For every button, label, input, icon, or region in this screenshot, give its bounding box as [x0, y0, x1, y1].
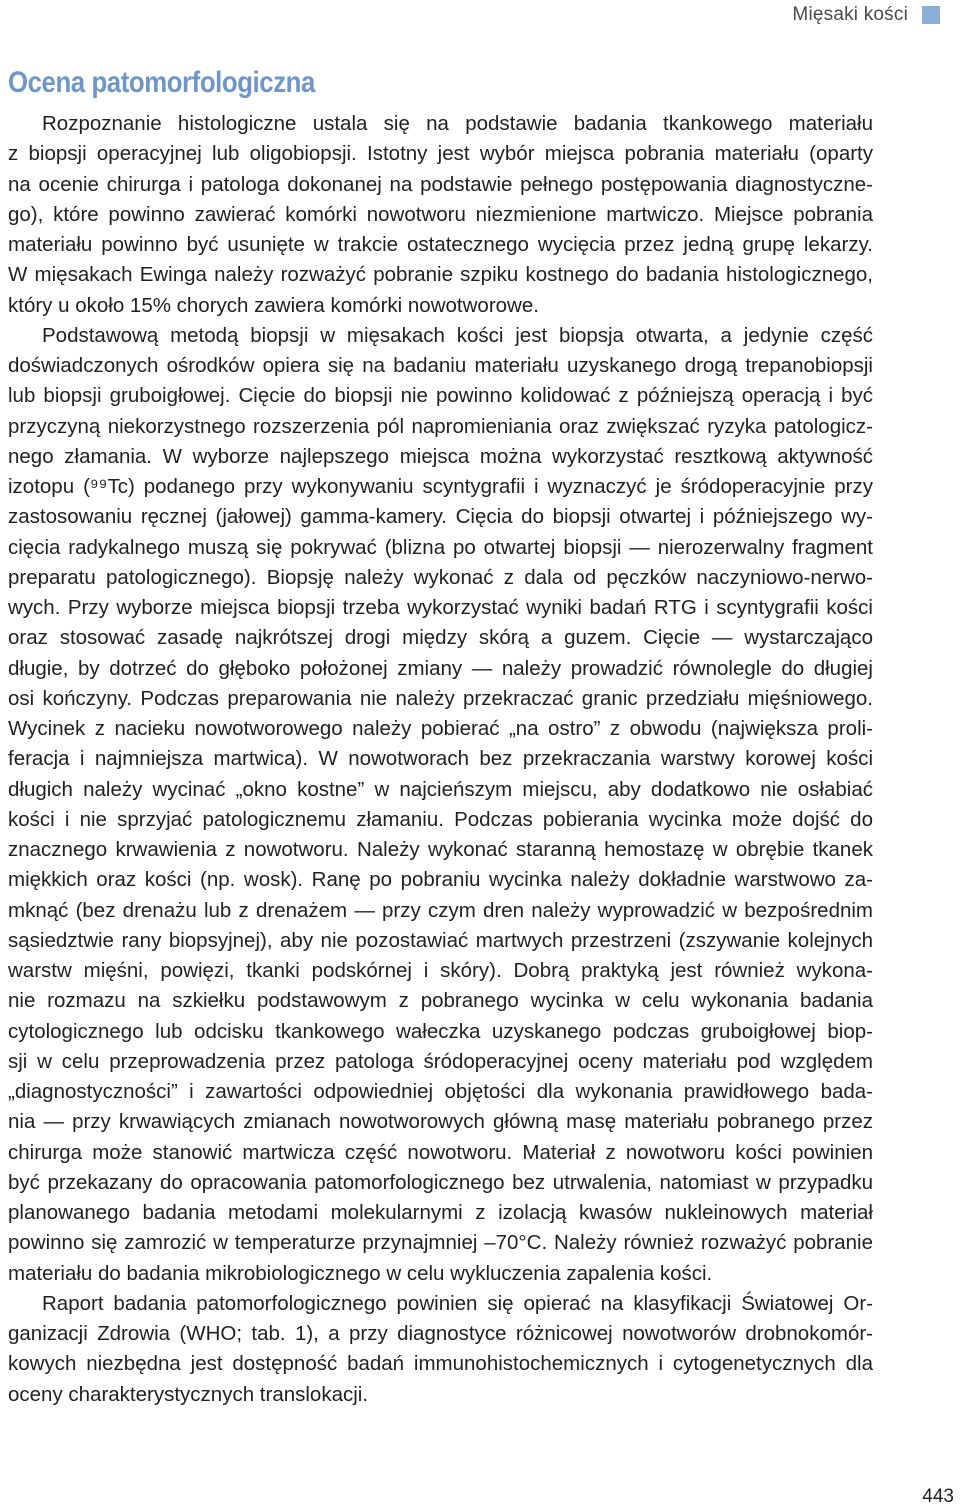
text-line: W mięsakach Ewinga należy rozważyć pobranie szpiku kostnego do badania histologicznego,: [8, 263, 873, 287]
header-color-square: [922, 6, 940, 24]
text-line: cytologicznego lub odcisku tkankowego wałeczka uzyskanego podczas gruboigłowej biop-: [8, 1019, 873, 1043]
text-line: zastosowaniu ręcznej (jałowej) gamma-kamery. Cięcia do biopsji otwartej i późniejszego wy-: [8, 505, 873, 529]
section-heading: Ocena patomorfologiczna: [8, 66, 315, 99]
text-line: długie, by dotrzeć do głęboko położonej zmiany — należy prowadzić równolegle do długiej: [8, 656, 873, 680]
text-line: miękkich oraz kości (np. wosk). Ranę po pobraniu wycinka należy dokładnie warstwowo za-: [8, 868, 873, 892]
text-line: go), które powinno zawierać komórki nowotworu niezmienione martwiczo. Miejsce pobrania: [8, 202, 873, 226]
text-line: powinno się zamrozić w temperaturze przynajmniej –70°C. Należy również rozważyć pobranie: [8, 1231, 873, 1255]
text-line: Rozpoznanie histologiczne ustala się na podstawie badania tkankowego materiału: [42, 112, 873, 135]
text-line: oceny charakterystycznych translokacji.: [8, 1382, 369, 1406]
text-line: być przekazany do opracowania patomorfologicznego bez utrwalenia, natomiast w przypadku: [8, 1170, 873, 1194]
text-line: kości i nie sprzyjać patologicznemu złamaniu. Podczas pobierania wycinka może dojść do: [8, 807, 873, 831]
text-line: izotopu (⁹⁹Tc) podanego przy wykonywaniu scyntygrafii i wyznaczyć je śródoperacyjnie przy: [8, 475, 873, 498]
text-line: cięcia radykalnego muszą się pokrywać (blizna po otwartej biopsji — nierozerwalny fragment: [8, 535, 873, 559]
paragraph-2: [8, 321, 873, 1289]
text-line: mknąć (bez drenażu lub z drenażem — przy czym dren należy wyprowadzić w bezpośrednim: [8, 898, 873, 922]
text-line: planowanego badania metodami molekularnymi z izolacją kwasów nukleinowych materiał: [8, 1201, 873, 1224]
paragraph-3: [8, 1289, 873, 1410]
text-line: osi kończyny. Podczas preparowania nie należy przekraczać granic przedziału mięśniowego.: [8, 686, 873, 710]
text-line: Podstawową metodą biopsji w mięsakach kości jest biopsja otwarta, a jedynie część: [42, 323, 873, 347]
text-line: feracja i najmniejsza martwica). W nowotworach bez przekraczania warstwy korowej kości: [8, 747, 873, 771]
text-line: ganizacji Zdrowia (WHO; tab. 1), a przy diagnostyce różnicowej nowotworów drobnokomór-: [8, 1322, 873, 1345]
text-line: przyczyną niekorzystnego rozszerzenia pól napromieniania oraz zwiększać ryzyka patologicz-: [8, 414, 873, 438]
running-header: [792, 4, 940, 26]
body-text: [8, 109, 873, 1410]
running-header-title: Mięsaki kości: [792, 4, 908, 25]
text-line: który u około 15% chorych zawiera komórki nowotworowe.: [8, 293, 539, 317]
text-line: lub biopsji gruboigłowej. Cięcie do biopsji nie powinno kolidować z późniejszą operacją i być: [8, 384, 873, 408]
text-line: wych. Przy wyborze miejsca biopsji trzeba wykorzystać wyniki badań RTG i scyntygrafii kości: [8, 596, 873, 619]
text-line: warstw mięśni, powięzi, tkanki podskórnej i skóry). Dobrą praktyką jest również wykona-: [8, 959, 873, 982]
text-line: z biopsji operacyjnej lub oligobiopsji. Istotny jest wybór miejsca pobrania materiału (oparty: [8, 142, 873, 166]
text-line: nia — przy krwawiących zmianach nowotworowych główną masę materiału pobranego przez: [8, 1110, 873, 1134]
text-line: materiału powinno być usunięte w trakcie ostatecznego wycięcia przez jedną grupę lekarzy.: [8, 233, 873, 256]
text-line: doświadczonych ośrodków opiera się na badaniu materiału uzyskanego drogą trepanobiopsji: [8, 354, 873, 377]
text-line: Raport badania patomorfologicznego powinien się opierać na klasyfikacji Światowej Or-: [42, 1291, 873, 1315]
paragraph-1: [8, 109, 873, 321]
text-line: „diagnostyczności” i zawartości odpowiedniej objętości dla wykonania prawidłowego bada-: [8, 1080, 873, 1103]
text-line: nego złamania. W wyborze najlepszego miejsca można wykorzystać resztkową aktywność: [8, 444, 873, 468]
page-number: 443: [922, 1486, 954, 1507]
text-line: na ocenie chirurga i patologa dokonanej na podstawie pełnego postępowania diagnostyczne-: [8, 172, 873, 196]
text-line: materiału do badania mikrobiologicznego w celu wykluczenia zapalenia kości.: [8, 1261, 713, 1285]
text-line: nie rozmazu na szkiełku podstawowym z pobranego wycinka w celu wykonania badania: [8, 989, 873, 1013]
text-line: znacznego krwawienia z nowotworu. Należy wykonać staranną hemostazę w obrębie tkanek: [8, 838, 873, 861]
text-line: sji w celu przeprowadzenia przez patologa śródoperacyjnej oceny materiału pod względem: [8, 1049, 873, 1073]
text-line: preparatu patologicznego). Biopsję należy wykonać z dala od pęczków naczyniowo-nerwo-: [8, 565, 873, 589]
text-line: chirurga może stanowić martwicza część nowotworu. Materiał z nowotworu kości powinien: [8, 1140, 873, 1164]
text-line: Wycinek z nacieku nowotworowego należy pobierać „na ostro” z obwodu (największa proli-: [8, 717, 873, 740]
text-line: długich należy wycinać „okno kostne” w najcieńszym miejscu, aby dodatkowo nie osłabiać: [8, 777, 873, 801]
text-line: sąsiedztwie rany biopsyjnej), aby nie pozostawiać martwych przestrzeni (zszywanie kolejnych: [8, 928, 873, 952]
text-line: kowych niezbędna jest dostępność badań immunohistochemicznych i cytogenetycznych dla: [8, 1352, 873, 1376]
text-line: oraz stosować zasadę najkrótszej drogi między skórą a guzem. Cięcie — wystarczająco: [8, 626, 873, 650]
